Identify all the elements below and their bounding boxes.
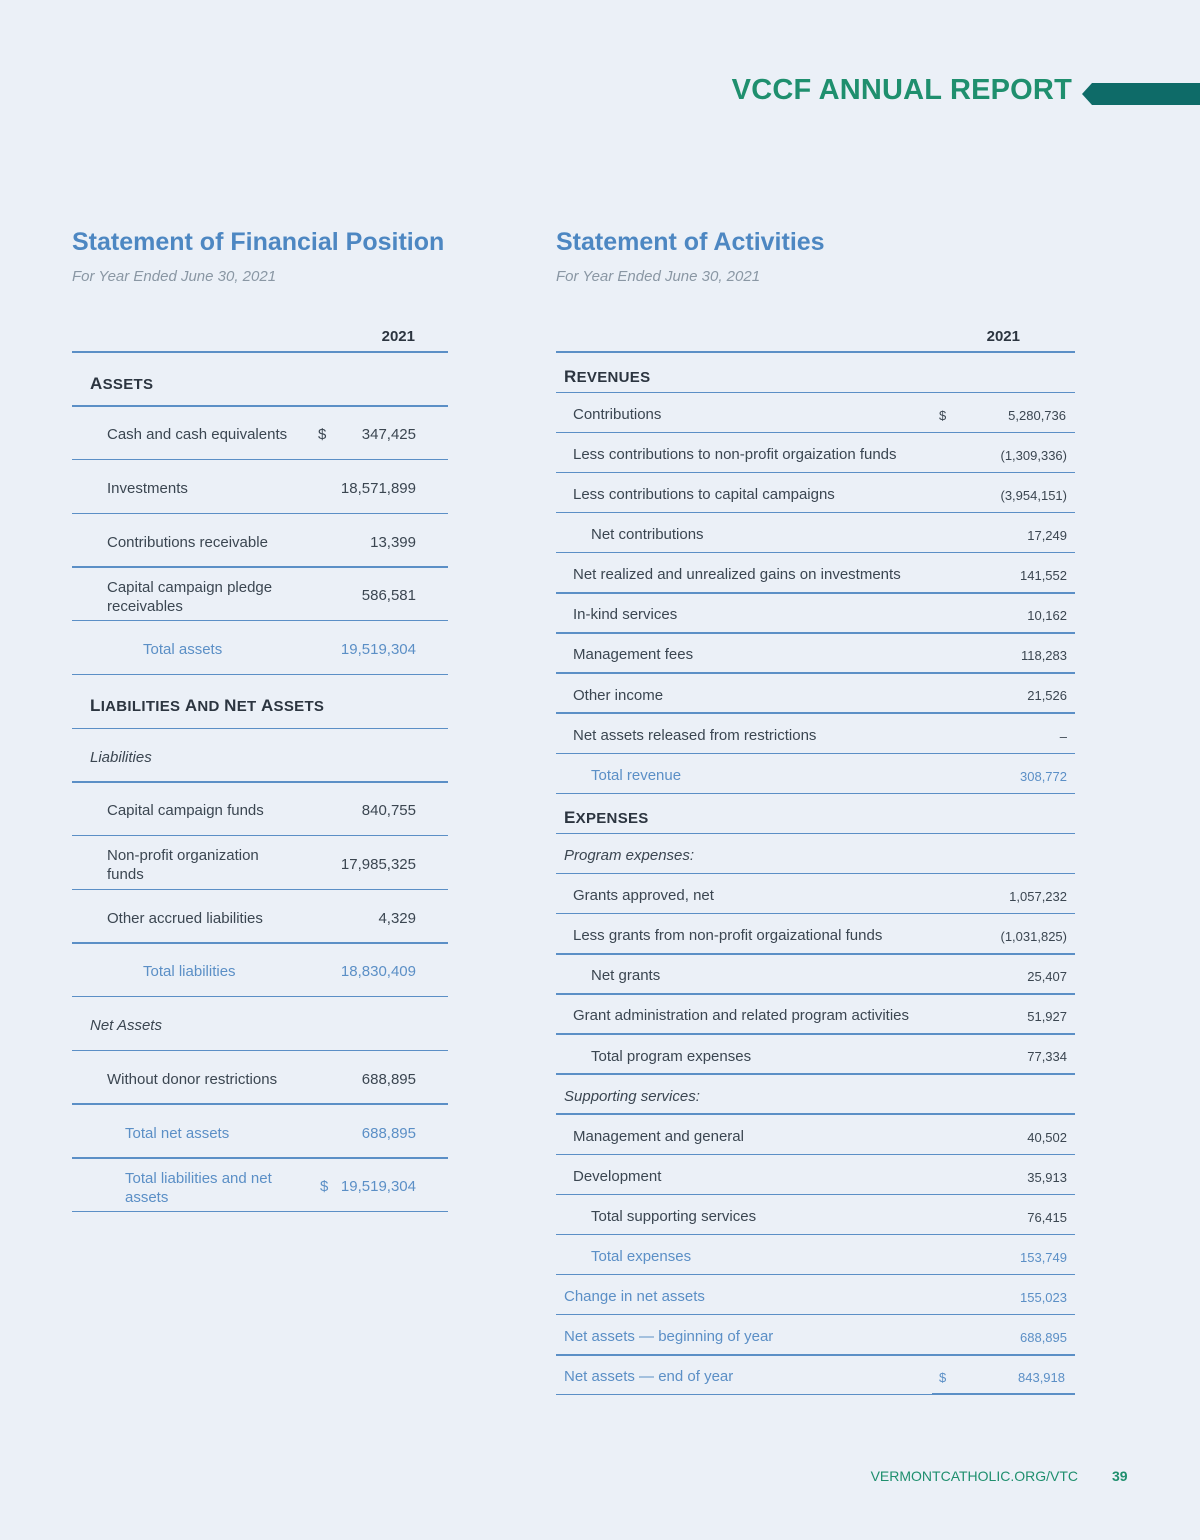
net-contributions-label: Net contributions bbox=[591, 526, 704, 543]
grants-approved-value: 1,057,232 bbox=[1009, 889, 1067, 904]
cash-label: Cash and cash equivalents bbox=[107, 426, 288, 443]
contributions-receivable-label: Contributions receivable bbox=[107, 534, 268, 551]
financial-position-title: Statement of Financial Position bbox=[72, 228, 445, 256]
management-general-label: Management and general bbox=[573, 1128, 744, 1145]
without-donor-label: Without donor restrictions bbox=[107, 1071, 278, 1088]
net-assets-beginning-value: 688,895 bbox=[1020, 1330, 1067, 1345]
npo-funds-value: 17,985,325 bbox=[340, 856, 416, 873]
pledge-receivables-label: Capital campaign pledge receivables bbox=[107, 579, 273, 615]
divider bbox=[556, 873, 1075, 874]
contributions-receivable-value: 13,399 bbox=[370, 534, 416, 551]
divider bbox=[556, 1274, 1075, 1275]
divider bbox=[556, 953, 1075, 955]
divider bbox=[72, 1050, 448, 1051]
divider bbox=[556, 1194, 1075, 1195]
divider bbox=[556, 913, 1075, 914]
change-net-assets-label: Change in net assets bbox=[564, 1288, 705, 1305]
contributions-label: Contributions bbox=[573, 406, 662, 423]
supporting-services-subheading: Supporting services: bbox=[564, 1088, 700, 1105]
divider bbox=[556, 712, 1075, 714]
divider bbox=[72, 566, 448, 568]
less-npo-contributions-label: Less contributions to non-profit orgaization funds bbox=[573, 446, 897, 463]
management-fees-value: 118,283 bbox=[1020, 648, 1067, 663]
divider bbox=[556, 993, 1075, 995]
net-grants-value: 25,407 bbox=[1027, 969, 1067, 984]
divider bbox=[72, 781, 448, 783]
divider bbox=[72, 996, 448, 997]
divider bbox=[556, 753, 1075, 754]
less-capital-contributions-value: (3,954,151) bbox=[1000, 488, 1067, 503]
divider bbox=[556, 512, 1075, 513]
inkind-services-value: 10,162 bbox=[1027, 608, 1067, 623]
inkind-services-label: In-kind services bbox=[573, 606, 678, 623]
divider bbox=[932, 1393, 1075, 1395]
net-assets-released-label: Net assets released from restrictions bbox=[573, 727, 817, 744]
total-revenue-value: 308,772 bbox=[1020, 769, 1067, 784]
footer-url: VERMONTCATHOLIC.ORG/VTC bbox=[870, 1468, 1078, 1484]
divider bbox=[72, 835, 448, 836]
divider bbox=[72, 674, 448, 675]
investments-label: Investments bbox=[107, 480, 188, 497]
development-value: 35,913 bbox=[1027, 1170, 1067, 1185]
financial-position-year-header: 2021 bbox=[381, 328, 415, 345]
grants-approved-label: Grants approved, net bbox=[573, 887, 714, 904]
divider bbox=[72, 942, 448, 944]
total-supporting-label: Total supporting services bbox=[591, 1208, 757, 1225]
total-revenue-label: Total revenue bbox=[591, 767, 682, 784]
cash-value: 347,425 bbox=[361, 426, 416, 443]
divider bbox=[556, 432, 1075, 433]
liabilities-net-assets-heading: LIABILITIES AND NET ASSETS bbox=[90, 696, 325, 715]
less-npo-grants-label: Less grants from non-profit orgaizational funds bbox=[573, 927, 883, 944]
without-donor-value: 688,895 bbox=[361, 1071, 416, 1088]
total-liabilities-net-assets-value: 19,519,304 bbox=[340, 1178, 416, 1195]
total-expenses-value: 153,749 bbox=[1020, 1250, 1067, 1265]
net-assets-end-label: Net assets — end of year bbox=[564, 1368, 734, 1385]
page-number: 39 bbox=[1112, 1468, 1128, 1484]
activities-title: Statement of Activities bbox=[556, 228, 825, 256]
divider bbox=[72, 889, 448, 890]
total-expenses-label: Total expenses bbox=[591, 1248, 692, 1265]
divider bbox=[556, 392, 1075, 393]
contributions-value: 5,280,736 bbox=[1008, 408, 1066, 423]
divider bbox=[72, 351, 448, 353]
total-liabilities-net-assets-currency: $ bbox=[320, 1178, 329, 1195]
grant-administration-label: Grant administration and related program activities bbox=[573, 1007, 909, 1024]
divider bbox=[72, 405, 448, 407]
management-general-value: 40,502 bbox=[1027, 1130, 1067, 1145]
less-capital-contributions-label: Less contributions to capital campaigns bbox=[573, 486, 835, 503]
net-assets-released-value: – bbox=[1059, 729, 1067, 744]
net-assets-end-value: 843,918 bbox=[1018, 1370, 1065, 1385]
total-supporting-value: 76,415 bbox=[1027, 1210, 1067, 1225]
net-contributions-value: 17,249 bbox=[1027, 528, 1067, 543]
divider bbox=[556, 1113, 1075, 1115]
divider bbox=[556, 1314, 1075, 1315]
divider bbox=[556, 632, 1075, 634]
investments-value: 18,571,899 bbox=[340, 480, 416, 497]
total-liabilities-net-assets-label: Total liabilities and net assets bbox=[125, 1170, 272, 1206]
other-income-value: 21,526 bbox=[1027, 688, 1067, 703]
other-income-label: Other income bbox=[573, 687, 664, 704]
investment-gains-value: 141,552 bbox=[1020, 568, 1067, 583]
total-liabilities-label: Total liabilities bbox=[143, 963, 236, 980]
divider bbox=[556, 1234, 1075, 1235]
activities-year-header: 2021 bbox=[986, 328, 1020, 345]
less-npo-grants-value: (1,031,825) bbox=[1000, 929, 1067, 944]
divider bbox=[556, 1154, 1075, 1155]
total-program-expenses-label: Total program expenses bbox=[591, 1048, 752, 1065]
management-fees-label: Management fees bbox=[573, 646, 694, 663]
contributions-currency: $ bbox=[939, 408, 947, 423]
divider bbox=[556, 672, 1075, 674]
pledge-receivables-value: 586,581 bbox=[361, 587, 416, 604]
total-program-expenses-value: 77,334 bbox=[1027, 1049, 1067, 1064]
divider bbox=[556, 592, 1075, 594]
assets-heading: ASSETS bbox=[90, 374, 154, 393]
divider bbox=[72, 459, 448, 460]
divider bbox=[72, 620, 448, 621]
divider bbox=[556, 351, 1075, 353]
header-accent-bar bbox=[1082, 83, 1200, 105]
cash-currency: $ bbox=[318, 426, 327, 443]
net-assets-end-currency: $ bbox=[939, 1370, 947, 1385]
report-title: VCCF ANNUAL REPORT bbox=[731, 74, 1072, 106]
liabilities-subheading: Liabilities bbox=[90, 749, 152, 766]
total-assets-label: Total assets bbox=[143, 641, 223, 658]
divider bbox=[72, 1211, 448, 1212]
divider bbox=[556, 1354, 1075, 1356]
financial-position-subtitle: For Year Ended June 30, 2021 bbox=[72, 268, 277, 285]
total-net-assets-label: Total net assets bbox=[125, 1125, 230, 1142]
other-accrued-label: Other accrued liabilities bbox=[107, 910, 263, 927]
program-expenses-subheading: Program expenses: bbox=[564, 847, 695, 864]
npo-funds-label: Non-profit organization funds bbox=[107, 847, 259, 883]
change-net-assets-value: 155,023 bbox=[1020, 1290, 1067, 1305]
divider bbox=[556, 552, 1075, 553]
divider bbox=[556, 472, 1075, 473]
expenses-heading: EXPENSES bbox=[564, 808, 649, 827]
other-accrued-value: 4,329 bbox=[378, 910, 416, 927]
capital-campaign-funds-label: Capital campaign funds bbox=[107, 802, 264, 819]
total-net-assets-value: 688,895 bbox=[361, 1125, 416, 1142]
total-liabilities-value: 18,830,409 bbox=[340, 963, 416, 980]
divider bbox=[72, 1157, 448, 1159]
less-npo-contributions-value: (1,309,336) bbox=[1000, 448, 1067, 463]
divider bbox=[556, 833, 1075, 834]
divider bbox=[556, 1033, 1075, 1035]
divider bbox=[556, 793, 1075, 794]
net-assets-beginning-label: Net assets — beginning of year bbox=[564, 1328, 774, 1345]
activities-subtitle: For Year Ended June 30, 2021 bbox=[556, 268, 761, 285]
net-grants-label: Net grants bbox=[591, 967, 661, 984]
divider bbox=[72, 513, 448, 514]
divider bbox=[72, 1103, 448, 1105]
net-assets-subheading: Net Assets bbox=[90, 1017, 162, 1034]
investment-gains-label: Net realized and unrealized gains on investments bbox=[573, 566, 901, 583]
capital-campaign-funds-value: 840,755 bbox=[361, 802, 416, 819]
revenues-heading: REVENUES bbox=[564, 367, 651, 386]
divider bbox=[72, 728, 448, 729]
development-label: Development bbox=[573, 1168, 662, 1185]
total-assets-value: 19,519,304 bbox=[340, 641, 416, 658]
divider bbox=[556, 1073, 1075, 1075]
grant-administration-value: 51,927 bbox=[1027, 1009, 1067, 1024]
